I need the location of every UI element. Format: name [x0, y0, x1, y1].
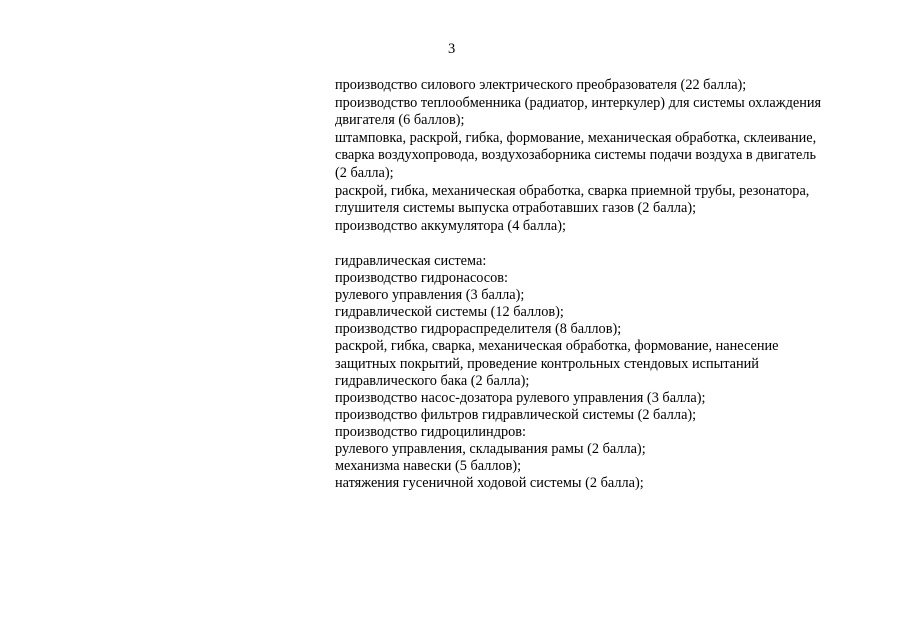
text-line: рулевого управления, складывания рамы (2 балла);: [335, 441, 646, 458]
text-line: гидравлической системы (12 баллов);: [335, 304, 564, 321]
text-line: механизма навески (5 баллов);: [335, 458, 522, 475]
text-line: производство силового электрического преобразователя (22 балла);: [335, 77, 747, 93]
text-line: сварка воздухопровода, воздухозаборника системы подачи воздуха в двигатель: [335, 147, 816, 164]
text-line: рулевого управления (3 балла);: [335, 287, 525, 304]
text-line: раскрой, гибка, сварка, механическая обработка, формование, нанесение: [335, 338, 779, 355]
text-line: производство теплообменника (радиатор, интеркулер) для системы охлаждения: [335, 94, 822, 111]
text-line: гидравлического бака (2 балла);: [335, 372, 530, 389]
text-line: производство гидроцилиндров:: [335, 423, 526, 440]
text-line: производство насос-дозатора рулевого управления (3 балла);: [335, 389, 706, 406]
text-line: натяжения гусеничной ходовой системы (2 балла);: [335, 475, 644, 492]
text-line: производство гидрораспределителя (8 баллов);: [335, 321, 622, 338]
page-number: 3: [448, 41, 456, 57]
text-line: производство фильтров гидравлической системы (2 балла);: [335, 406, 697, 423]
text-line: гидравлическая система:: [335, 253, 487, 269]
text-line: раскрой, гибка, механическая обработка, сварка приемной трубы, резонатора,: [335, 182, 810, 199]
text-line: двигателя (6 баллов);: [335, 112, 465, 129]
text-line: штамповка, раскрой, гибка, формование, механическая обработка, склеивание,: [335, 129, 817, 146]
paragraph-block-power-unit: [335, 77, 821, 235]
text-line: глушителя системы выпуска отработавших газов (2 балла);: [335, 200, 697, 217]
text-line: (2 балла);: [335, 164, 394, 181]
paragraph-block-hydraulic-system: [335, 253, 779, 492]
text-line: производство гидронасосов:: [335, 270, 509, 287]
text-line: защитных покрытий, проведение контрольных стендовых испытаний: [335, 355, 759, 372]
text-line: производство аккумулятора (4 балла);: [335, 217, 567, 234]
